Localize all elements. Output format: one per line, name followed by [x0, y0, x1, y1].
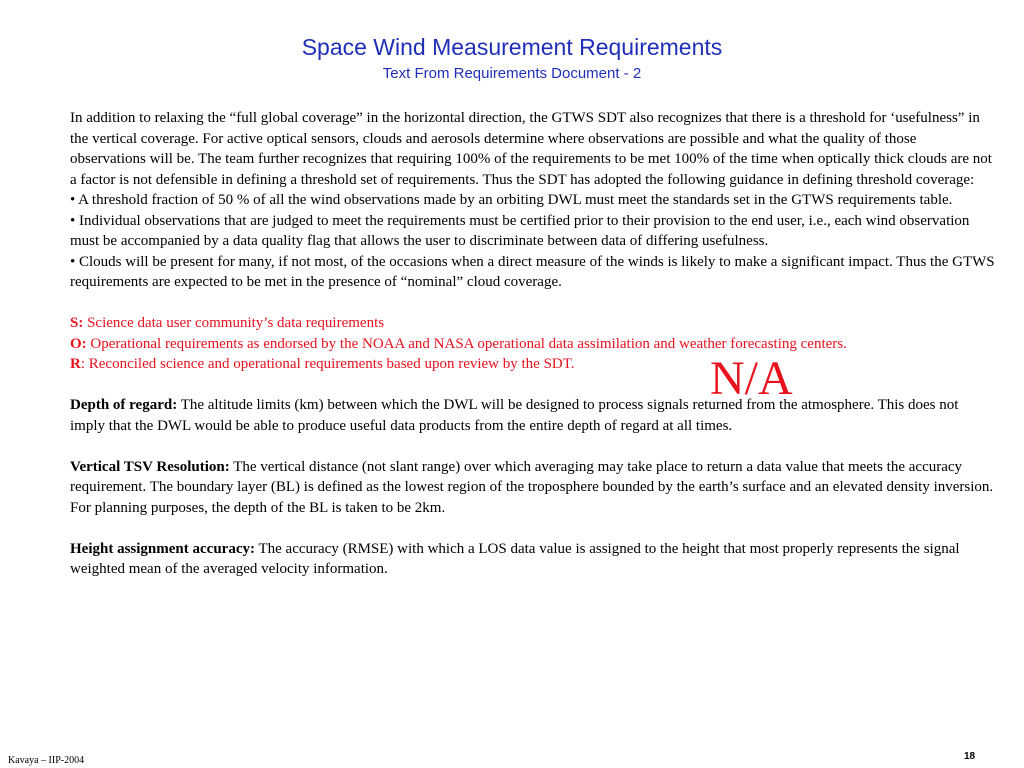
legend-item-r	[70, 354, 995, 375]
legend-text: Science data user community’s data requirements	[83, 315, 385, 331]
bullet-item: • A threshold fraction of 50 % of all the wind observations made by an orbiting DWL must meet the standards set in the GTWS requirements table.	[70, 192, 953, 208]
na-overlay-label: N/A	[710, 352, 793, 405]
definition-height-assignment-accuracy	[70, 539, 995, 580]
intro-paragraph: In addition to relaxing the “full global coverage” in the horizontal direction, the GTWS SDT also recognizes that there is a threshold for ‘usefulness” in the vertical coverage. For active optical sensors, clouds and aerosols determine where observations are possible and what the quality of those observations will be. The team further recognizes that requiring 100% of the requirements to be met 100% of the time when optically thick clouds are not a factor is not defensible in defining a threshold set of requirements. Thus the SDT has adopted the following guidance in defining threshold coverage:	[70, 110, 992, 188]
legend-text: : Reconciled science and operational requirements based upon review by the SDT.	[80, 356, 575, 372]
spacer	[70, 518, 995, 539]
definition-vertical-tsv-resolution	[70, 457, 995, 519]
slide-body	[70, 108, 995, 580]
definition-term: Height assignment accuracy:	[70, 540, 255, 557]
legend-item-o	[70, 334, 995, 355]
definition-text: The accuracy (RMSE) with which a LOS data value is assigned to the height that most properly represents the signal weighted mean of the averaged velocity information.	[70, 540, 960, 577]
definition-term: Vertical TSV Resolution:	[70, 458, 230, 475]
legend-text: Operational requirements as endorsed by the NOAA and NASA operational data assimilation and weather forecasting centers.	[86, 335, 847, 352]
legend-key: O:	[70, 335, 87, 352]
footer-author: Kavaya – IIP-2004	[8, 755, 85, 766]
spacer	[70, 436, 995, 457]
legend-key: R	[70, 356, 81, 372]
legend-key: S:	[70, 315, 84, 331]
definition-depth-of-regard	[70, 395, 995, 436]
definition-term: Depth of regard:	[70, 397, 178, 413]
definition-text: The vertical distance (not slant range) over which averaging may take place to return a data value that meets the accuracy requirement. The boundary layer (BL) is defined as the lowest region of the troposphere bounded by the earth’s surface and an elevated density inversion. For planning purposes, the depth of the BL is taken to be 2km.	[70, 458, 994, 516]
page-number: 18	[964, 751, 976, 762]
spacer	[70, 375, 995, 396]
slide-title: Space Wind Measurement Requirements	[301, 34, 723, 60]
legend-item-s	[70, 313, 995, 334]
bullet-item: • Clouds will be present for many, if not most, of the occasions when a direct measure of the winds is likely to make a significant impact. Thus the GTWS requirements are expected to be met in the presence of “nominal” cloud coverage.	[70, 253, 995, 290]
definition-text: The altitude limits (km) between which the DWL will be designed to process signals returned from the atmosphere. This does not imply that the DWL would be able to produce useful data products from the entire depth of regard at all times.	[70, 397, 959, 434]
spacer	[70, 293, 995, 314]
slide-subtitle: Text From Requirements Document - 2	[382, 65, 642, 82]
bullet-item: • Individual observations that are judged to meet the requirements must be certified prior to their provision to the end user, i.e., each wind observation must be accompanied by a data quality flag that allows the user to discriminate between data of differing usefulness.	[70, 212, 970, 249]
